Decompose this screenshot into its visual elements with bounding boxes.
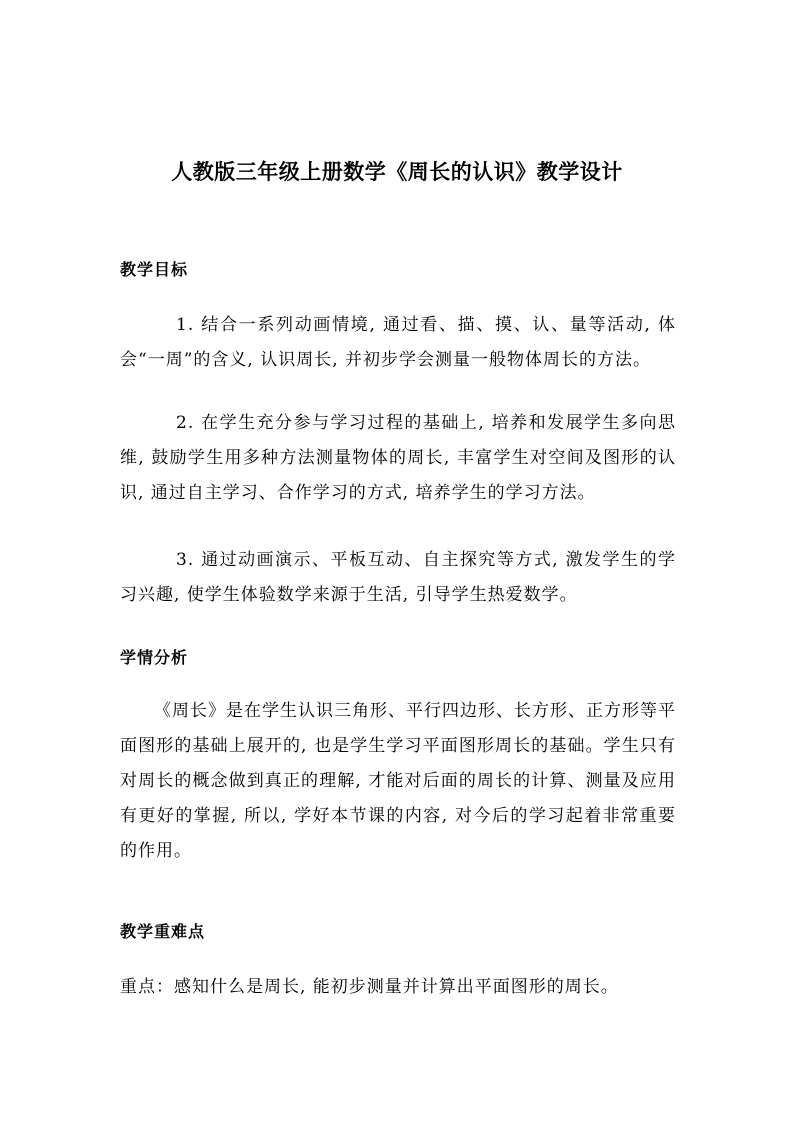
- analysis-paragraph: 《周长》是在学生认识三角形、平行四边形、长方形、正方形等平面图形的基础上展开的, 也是学生学习平面图形周长的基础。学生只有对周长的概念做到真正的理解, 才能对后面的周长的计算、测量及应用有更好的掌握, 所以, 学好本节课的内容, 对今后的学习起着非常重要的作用。: [120, 701, 676, 861]
- section-heading-key-points: 教学重难点: [120, 922, 206, 941]
- objective-paragraph-1: 1. 结合一系列动画情境, 通过看、描、摸、认、量等活动, 体会“一周”的含义, 认识周长, 并初步学会测量一般物体周长的方法。: [120, 315, 676, 370]
- section-heading-objectives: 教学目标: [120, 260, 189, 279]
- key-point-line: 重点：感知什么是周长, 能初步测量并计算出平面图形的周长。: [120, 977, 619, 997]
- section-heading-analysis: 学情分析: [120, 648, 189, 667]
- document-title: 人教版三年级上册数学《周长的认识》教学设计: [171, 160, 623, 184]
- objective-paragraph-3: 3. 通过动画演示、平板互动、自主探究等方式, 激发学生的学习兴趣, 使学生体验数学来源于生活, 引导学生热爱数学。: [120, 550, 676, 605]
- objective-paragraph-2: 2. 在学生充分参与学习过程的基础上, 培养和发展学生多向思维, 鼓励学生用多种方法测量物体的周长, 丰富学生对空间及图形的认识, 通过自主学习、合作学习的方式, 培养学生的学习方法。: [120, 413, 676, 503]
